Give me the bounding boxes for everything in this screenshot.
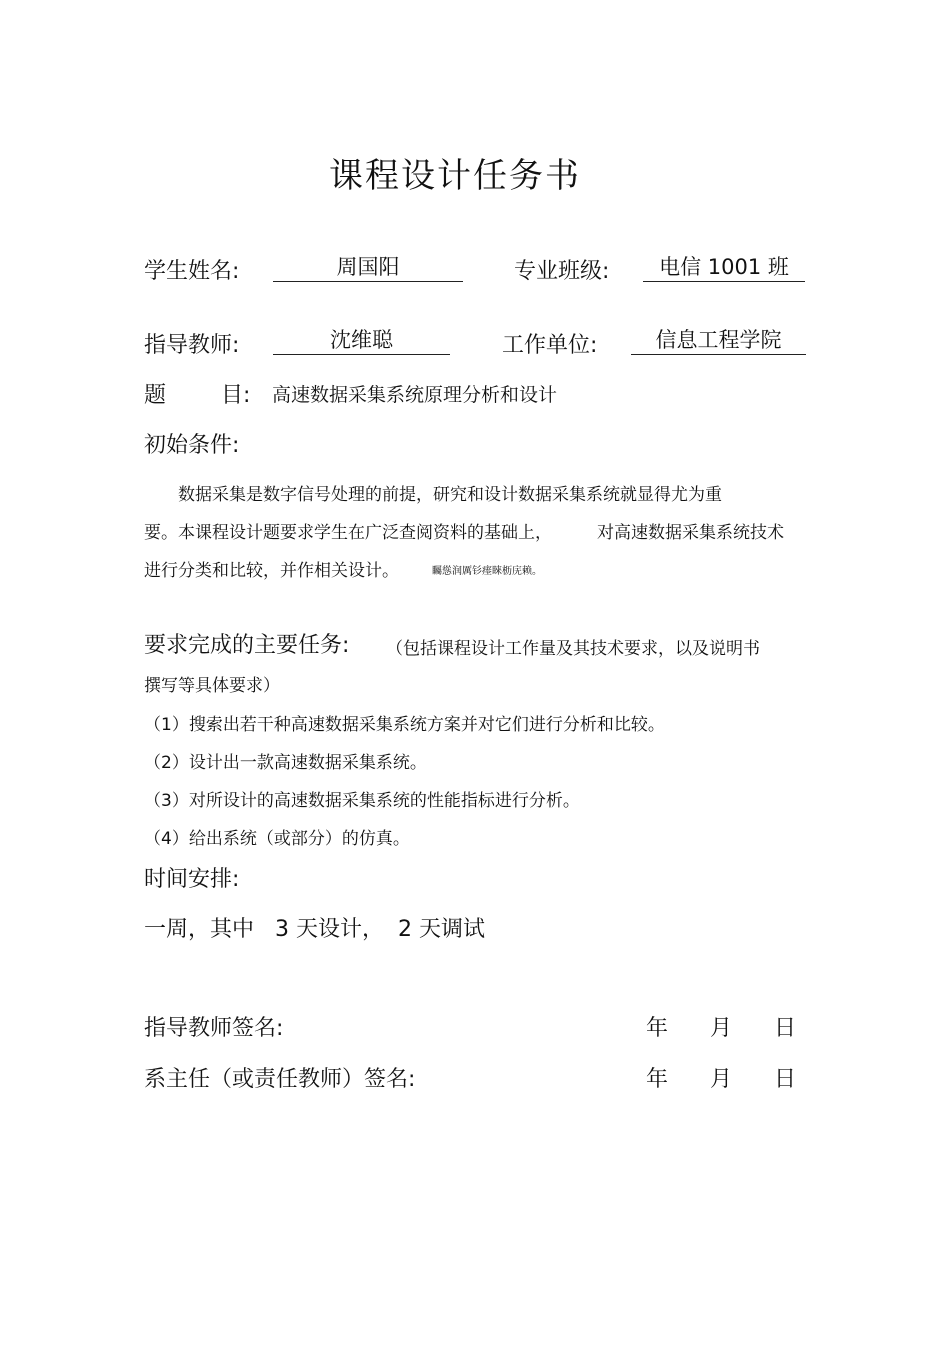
schedule-text: 一周，其中 3 天设计， 2 天调试 (144, 917, 485, 942)
student-name-value: 周国阳 (273, 254, 463, 282)
schedule-heading: 时间安排: (144, 867, 240, 892)
advisor-signature-label: 指导教师签名: (144, 1016, 284, 1041)
initial-line-2b: 对高速数据采集系统技术 (597, 523, 784, 543)
initial-line-3: 进行分类和比较，并作相关设计。 (144, 561, 399, 581)
head-sign-month: 月 (710, 1067, 733, 1092)
topic-label-a: 题 (144, 383, 167, 408)
class-label: 专业班级: (514, 259, 610, 284)
tasks-note-b: 撰写等具体要求） (144, 676, 280, 696)
initial-line-1: 数据采集是数字信号处理的前提，研究和设计数据采集系统就显得尤为重 (178, 485, 722, 505)
topic-label-b: 目: (221, 383, 251, 408)
task-item: （2）设计出一款高速数据采集系统。 (144, 753, 427, 773)
class-value: 电信 1001 班 (643, 254, 805, 282)
page-title: 课程设计任务书 (329, 156, 581, 196)
initial-heading: 初始条件: (144, 433, 240, 458)
advisor-value: 沈维聪 (273, 327, 450, 355)
tasks-heading: 要求完成的主要任务: (144, 633, 350, 658)
head-sign-year: 年 (646, 1067, 669, 1092)
task-item: （3）对所设计的高速数据采集系统的性能指标进行分析。 (144, 791, 580, 811)
advisor-sign-month: 月 (710, 1016, 733, 1041)
head-sign-day: 日 (774, 1067, 797, 1092)
unit-label: 工作单位: (502, 333, 598, 358)
student-name-label: 学生姓名: (144, 259, 240, 284)
topic-value: 高速数据采集系统原理分析和设计 (272, 384, 558, 406)
tasks-note-a: （包括课程设计工作量及其技术要求，以及说明书 (386, 639, 760, 659)
advisor-sign-year: 年 (646, 1016, 669, 1041)
unit-value: 信息工程学院 (631, 327, 806, 355)
task-item: （1）搜索出若干种高速数据采集系统方案并对它们进行分析和比较。 (144, 715, 665, 735)
head-signature-label: 系主任（或责任教师）签名: (144, 1067, 416, 1092)
advisor-sign-day: 日 (774, 1016, 797, 1041)
advisor-label: 指导教师: (144, 333, 240, 358)
task-item: （4）给出系统（或部分）的仿真。 (144, 829, 410, 849)
initial-line-2a: 要。本课程设计题要求学生在广泛查阅资料的基础上， (144, 523, 552, 543)
garbled-text: 矚慫润厲钐瘗睞枥庑赖。 (432, 566, 542, 577)
